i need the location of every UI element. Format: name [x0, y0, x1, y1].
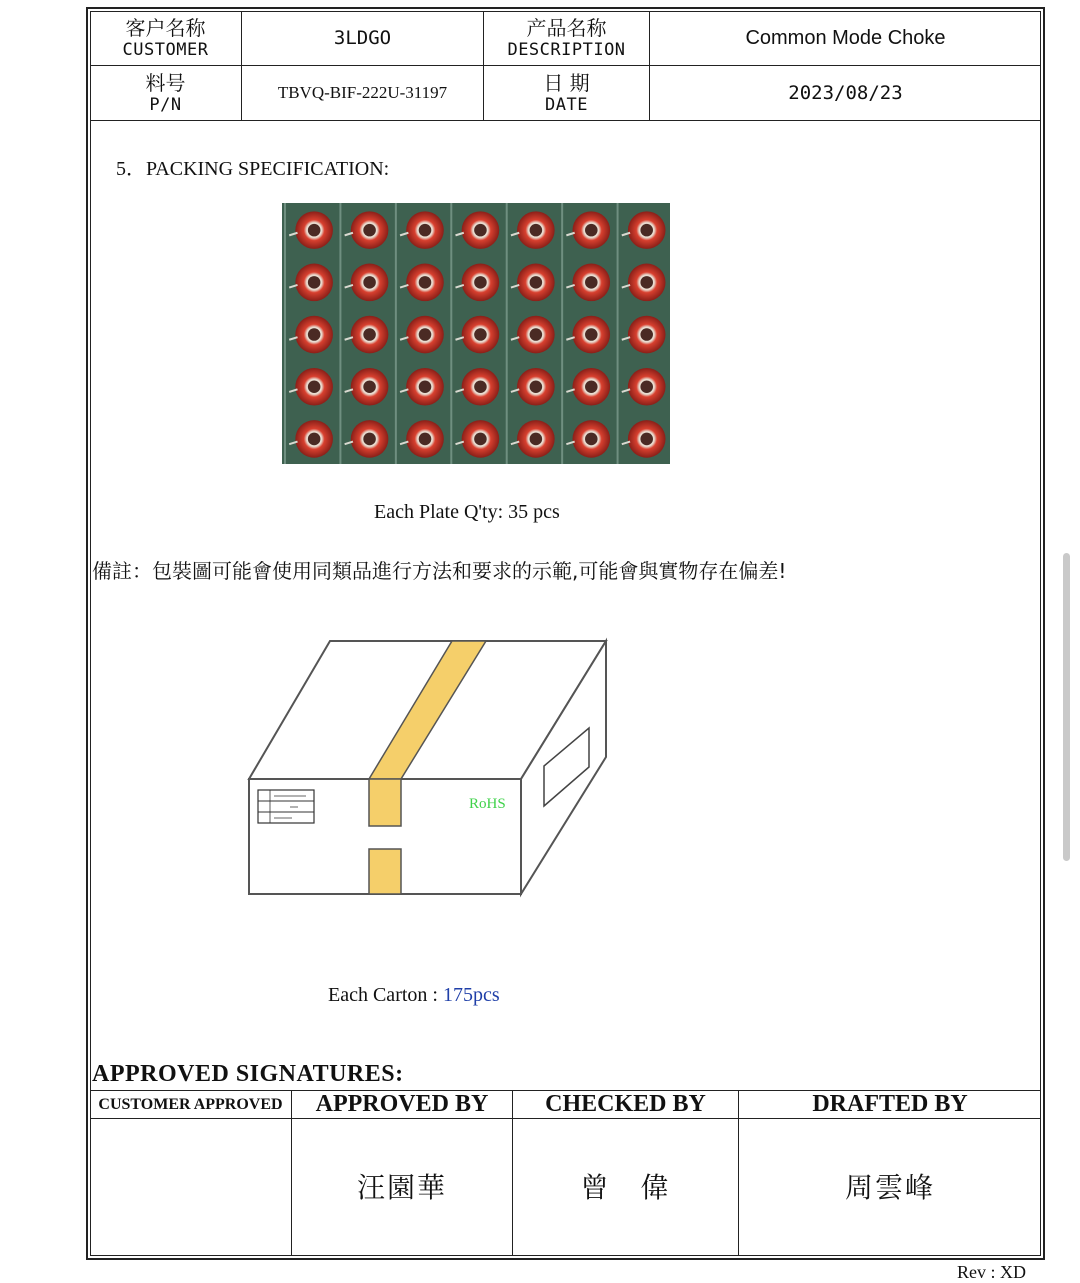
pn-label-en: P/N	[149, 94, 182, 115]
toroid-hole	[530, 224, 543, 237]
toroid-hole	[640, 224, 653, 237]
checked-by-name: 曾 偉	[580, 1170, 671, 1204]
toroid-hole	[530, 328, 543, 341]
toroid-hole	[308, 433, 321, 446]
date-label-en: DATE	[545, 94, 588, 115]
description-label-en: DESCRIPTION	[507, 39, 626, 60]
vertical-scrollbar[interactable]	[1063, 553, 1070, 861]
customer-label-cell	[90, 11, 241, 65]
approved-by-header: APPROVED BY	[315, 1091, 489, 1118]
toroid-hole	[308, 276, 321, 289]
carton-caption	[328, 984, 500, 1007]
description-label-zh: 产品名称	[526, 15, 607, 40]
carton-caption-label: Each Carton :	[328, 984, 443, 1006]
toroid-hole	[419, 380, 432, 393]
toroid-hole	[640, 380, 653, 393]
date-value: 2023/08/23	[788, 81, 903, 104]
customer-approved-header: CUSTOMER APPROVED	[98, 1095, 283, 1113]
section-title: 5．PACKING SPECIFICATION:	[116, 158, 390, 180]
signatures-title: APPROVED SIGNATURES:	[92, 1061, 404, 1087]
toroid-hole	[640, 328, 653, 341]
description-value: Common Mode Choke	[745, 27, 946, 49]
toroid-hole	[640, 433, 653, 446]
toroid-hole	[474, 380, 487, 393]
drafted-by-name: 周雲峰	[844, 1170, 935, 1204]
description-label-cell	[484, 11, 649, 65]
date-label-zh: 日 期	[543, 70, 590, 95]
pn-value: TBVQ-BIF-222U-31197	[277, 82, 448, 102]
toroid-hole	[308, 380, 321, 393]
toroid-hole	[419, 276, 432, 289]
carton-label	[258, 790, 314, 823]
toroid-hole	[363, 433, 376, 446]
toroid-hole	[585, 433, 598, 446]
toroid-hole	[585, 328, 598, 341]
toroid-hole	[363, 380, 376, 393]
toroid-hole	[530, 276, 543, 289]
toroid-hole	[419, 328, 432, 341]
toroid-hole	[363, 328, 376, 341]
pn-label-zh: 料号	[145, 70, 186, 95]
customer-label-en: CUSTOMER	[122, 39, 209, 60]
date-label-cell	[484, 66, 649, 120]
tray-photo-svg	[282, 203, 670, 464]
toroid-hole	[474, 433, 487, 446]
toroid-hole	[530, 433, 543, 446]
toroid-hole	[363, 276, 376, 289]
toroid-hole	[585, 276, 598, 289]
drafted-by-header: DRAFTED BY	[812, 1091, 968, 1118]
customer-approved-signature	[90, 1119, 291, 1256]
toroid-hole	[530, 380, 543, 393]
toroid-hole	[474, 328, 487, 341]
rohs-mark: RoHS	[469, 796, 506, 812]
approved-by-name: 汪園華	[356, 1170, 447, 1204]
toroid-hole	[585, 224, 598, 237]
toroid-hole	[419, 224, 432, 237]
revision-label: Rev : XD	[957, 1262, 1026, 1282]
toroid-hole	[419, 433, 432, 446]
pn-label-cell	[90, 66, 241, 120]
toroid-hole	[308, 328, 321, 341]
customer-label-zh: 客户名称	[125, 15, 206, 40]
carton-qty: 175pcs	[442, 984, 500, 1006]
toroid-hole	[363, 224, 376, 237]
carton-tape-front-lower	[369, 849, 401, 894]
carton-illustration	[240, 630, 620, 910]
toroid-hole	[640, 276, 653, 289]
tray-photo	[282, 203, 670, 464]
toroid-hole	[474, 224, 487, 237]
plate-caption: Each Plate Q'ty: 35 pcs	[374, 501, 560, 523]
toroid-hole	[585, 380, 598, 393]
header-bottom-line	[90, 120, 1041, 121]
toroid-hole	[474, 276, 487, 289]
customer-value: 3LDGO	[333, 26, 392, 49]
toroid-hole	[308, 224, 321, 237]
carton-tape-front-upper	[369, 779, 401, 826]
checked-by-header: CHECKED BY	[545, 1091, 706, 1118]
packing-note: 備註：包裝圖可能會使用同類品進行方法和要求的示範,可能會與實物存在偏差!	[92, 559, 787, 583]
